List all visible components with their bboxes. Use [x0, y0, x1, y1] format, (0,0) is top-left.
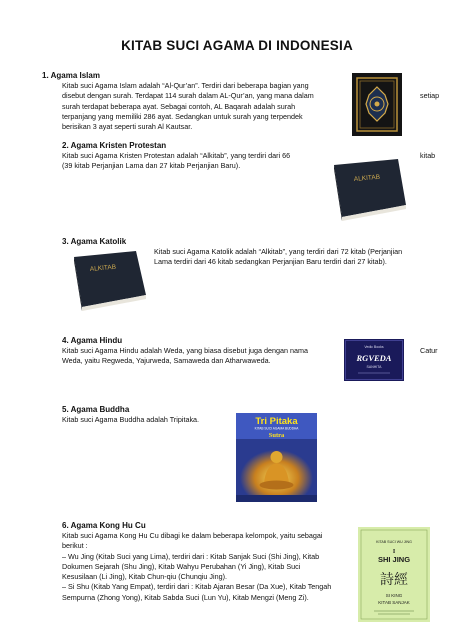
text-line: terpanjang yang memiliki 286 ayat. Sedangkan untuk surah yang terpendek [62, 111, 303, 121]
cover-sub-text: Sutra [268, 432, 285, 439]
alkitab-katolik-image [70, 249, 150, 311]
section-heading-katolik: 3. Agama Katolik [62, 237, 127, 246]
cover-title-text: SHI JING [377, 555, 411, 564]
section-heading-konghucu: 6. Agama Kong Hu Cu [62, 521, 146, 530]
rgveda-cover-image [344, 339, 404, 381]
text-line: Sempurna (Zhong Yong), Kitab Sabda Suci (Lun Yu), Kitab Mengzi (Meng Zi). [62, 592, 309, 602]
quran-cover-image [352, 73, 402, 136]
text-line: – Si Shu (Kitab Yang Empat), terdiri dari : Kitab Ajaran Besar (Da Xue), Kitab Tengah [62, 582, 332, 592]
cover-glyph-text: 詩經 [380, 572, 408, 588]
text-line: Lama terdiri dari 46 kitab sedangkan Perjanjian Baru terdiri dari 27 kitab). [154, 257, 387, 267]
section-heading-buddha: 5. Agama Buddha [62, 405, 130, 414]
text-line: surah terdapat beberapa ayat. Sebagai contoh, AL Baqarah adalah surah [62, 101, 296, 111]
text-line: (39 kitab Perjanjian Lama dan 27 kitab Perjanjian Baru). [62, 161, 241, 171]
text-line: Dokumen Sejarah (Shu Jing), Kitab Wahyu Perubahan (Yi Jing), Kitab Suci [62, 561, 301, 571]
cover-sub1-text: SI KING [385, 593, 403, 598]
section-body-hindu [62, 346, 308, 367]
text-line: Kitab suci Agama Katolik adalah “Alkitab”, yang terdiri dari 72 kitab (Perjanjian [154, 247, 403, 256]
section-heading-islam: 1. Agama Islam [42, 71, 100, 80]
section-body-katolik [154, 247, 402, 268]
shijing-cover-image [358, 527, 430, 622]
cover-small-text: Vedic Books [364, 345, 384, 349]
trailing-word: setiap [420, 91, 440, 100]
section-heading-protestan: 2. Agama Kristen Protestan [62, 141, 167, 150]
text-line: Kitab suci Agama Kristen Protestan adalah “Alkitab”, yang terdiri dari 66 [62, 151, 291, 160]
trailing-word: kitab [420, 151, 436, 160]
text-line: Kitab suci Agama Kong Hu Cu dibagi ke dalam beberapa kelompok, yaitu sebagai [62, 531, 323, 540]
text-line: Kitab suci Agama Hindu adalah Weda, yang biasa disebut juga dengan nama [62, 346, 309, 355]
cover-sub-text: SANHITA [366, 365, 382, 369]
cover-title-text: Tri Pitaka [255, 416, 298, 427]
text-line: disebut dengan surah. Terdapat 114 surah dalam AL-Qur’an, yang mana dalam [62, 91, 314, 101]
text-line: Weda, yaitu Regweda, Yajurweda, Samaweda dan Atharwaweda. [62, 356, 271, 366]
section-body-konghucu [62, 531, 331, 603]
cover-small-text: KITAB SUCI AGAMA BUDDHA [254, 426, 299, 431]
alkitab-protestan-image [328, 157, 410, 221]
text-line: – Wu Jing (Kitab Suci yang Lima), terdiri dari : Kitab Sanjak Suci (Shi Jing), Kitab [62, 551, 320, 561]
cover-sub2-text: KITAB SANJAK [378, 600, 410, 605]
section-body-islam [62, 81, 314, 132]
cover-title-text: RGVEDA [356, 353, 392, 363]
trailing-word: Catur [420, 346, 438, 355]
text-line: Kesusilaan (Li Jing), Kitab Chun-qiu (Chunqiu Jing). [62, 572, 228, 582]
tripitaka-cover-image [236, 413, 317, 502]
section-body-protestan [62, 151, 290, 172]
book-label: ALKITAB [353, 173, 381, 183]
page-title: KITAB SUCI AGAMA DI INDONESIA [121, 38, 353, 53]
section-body-buddha [62, 415, 199, 425]
cover-num-text: I [392, 549, 396, 555]
text-line: berisikan 3 ayat seperti surah Al Kautsar. [62, 122, 193, 132]
book-label: ALKITAB [89, 263, 117, 273]
text-line: berikut : [62, 541, 88, 551]
text-line: Kitab suci Agama Islam adalah “Al-Qur’an”. Terdiri dari beberapa bagian yang [62, 81, 309, 90]
text-line: Kitab suci Agama Buddha adalah Tripitaka. [62, 415, 200, 424]
section-heading-hindu: 4. Agama Hindu [62, 336, 123, 345]
cover-top-text: KITAB SUCI WU JING [376, 540, 412, 544]
